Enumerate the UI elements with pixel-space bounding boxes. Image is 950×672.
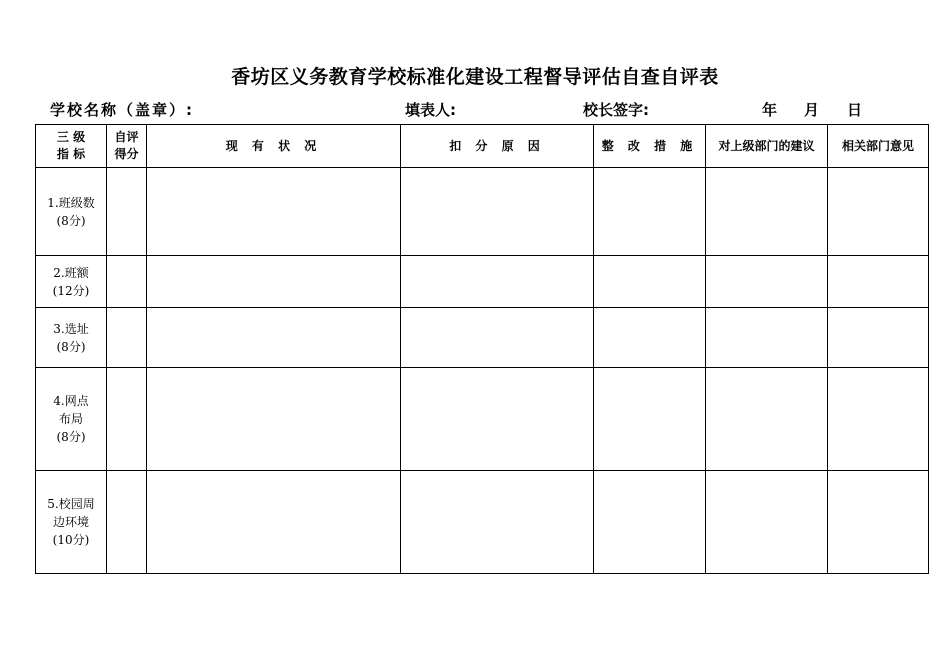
table-row	[36, 471, 929, 574]
header-row	[36, 125, 929, 168]
indicator-cell	[36, 368, 107, 471]
suggestion-cell[interactable]	[706, 168, 828, 256]
indicator-label: 5.校园周边环境	[47, 497, 95, 529]
suggestion-cell[interactable]	[706, 471, 828, 574]
table-row	[36, 168, 929, 256]
year-label: 年	[762, 101, 778, 119]
header-dept-opinion: 相关部门意见	[828, 125, 929, 168]
indicator-cell	[36, 256, 107, 308]
indicator-label: 3.选址	[53, 321, 89, 336]
current-status-cell[interactable]	[147, 168, 401, 256]
self-score-cell[interactable]	[107, 168, 147, 256]
header-self-score-line2: 得分	[114, 147, 139, 161]
header-indicator-line1: 三 级	[56, 130, 86, 144]
header-suggestion: 对上级部门的建议	[706, 125, 828, 168]
form-title: 香坊区义务教育学校标准化建设工程督导评估自查自评表	[231, 66, 719, 88]
suggestion-cell[interactable]	[706, 308, 828, 368]
self-score-cell[interactable]	[107, 471, 147, 574]
current-status-cell[interactable]	[147, 256, 401, 308]
indicator-label: 4.网点布局	[53, 394, 89, 426]
indicator-score: (10分)	[52, 533, 90, 547]
rectification-cell[interactable]	[594, 256, 706, 308]
deduction-reason-cell[interactable]	[401, 308, 594, 368]
deduction-reason-cell[interactable]	[401, 368, 594, 471]
header-rectification: 整 改 措 施	[594, 125, 706, 168]
self-score-cell[interactable]	[107, 256, 147, 308]
header-self-score-line1: 自评	[114, 130, 139, 144]
self-score-cell[interactable]	[107, 308, 147, 368]
deduction-reason-cell[interactable]	[401, 471, 594, 574]
rectification-cell[interactable]	[594, 168, 706, 256]
deduction-reason-cell[interactable]	[401, 168, 594, 256]
indicator-label: 1.班级数	[47, 195, 95, 210]
self-evaluation-table	[35, 124, 929, 574]
table-row	[36, 368, 929, 471]
header-indicator-line2: 指 标	[56, 147, 86, 161]
dept-opinion-cell[interactable]	[828, 471, 929, 574]
month-label: 月	[804, 101, 820, 119]
dept-opinion-cell[interactable]	[828, 308, 929, 368]
rectification-cell[interactable]	[594, 471, 706, 574]
current-status-cell[interactable]	[147, 368, 401, 471]
table-row	[36, 256, 929, 308]
header-current-status: 现 有 状 况	[147, 125, 401, 168]
header-indicator	[36, 125, 107, 168]
header-self-score	[107, 125, 147, 168]
current-status-cell[interactable]	[147, 471, 401, 574]
indicator-score: (12分)	[52, 283, 90, 298]
current-status-cell[interactable]	[147, 308, 401, 368]
table-row	[36, 308, 929, 368]
suggestion-cell[interactable]	[706, 256, 828, 308]
principal-signature-label: 校长签字:	[583, 101, 649, 119]
deduction-reason-cell[interactable]	[401, 256, 594, 308]
dept-opinion-cell[interactable]	[828, 368, 929, 471]
header-deduction-reason: 扣 分 原 因	[401, 125, 594, 168]
self-score-cell[interactable]	[107, 368, 147, 471]
day-label: 日	[847, 101, 863, 119]
dept-opinion-cell[interactable]	[828, 168, 929, 256]
indicator-label: 2.班额	[53, 265, 89, 280]
dept-opinion-cell[interactable]	[828, 256, 929, 308]
school-name-label: 学校名称（盖章）:	[50, 101, 194, 119]
rectification-cell[interactable]	[594, 368, 706, 471]
indicator-cell	[36, 471, 107, 574]
indicator-cell	[36, 168, 107, 256]
suggestion-cell[interactable]	[706, 368, 828, 471]
indicator-score: (8分)	[56, 213, 86, 228]
indicator-cell	[36, 308, 107, 368]
filler-label: 填表人:	[405, 101, 456, 119]
rectification-cell[interactable]	[594, 308, 706, 368]
indicator-score: (8分)	[56, 430, 86, 444]
indicator-score: (8分)	[56, 339, 86, 354]
